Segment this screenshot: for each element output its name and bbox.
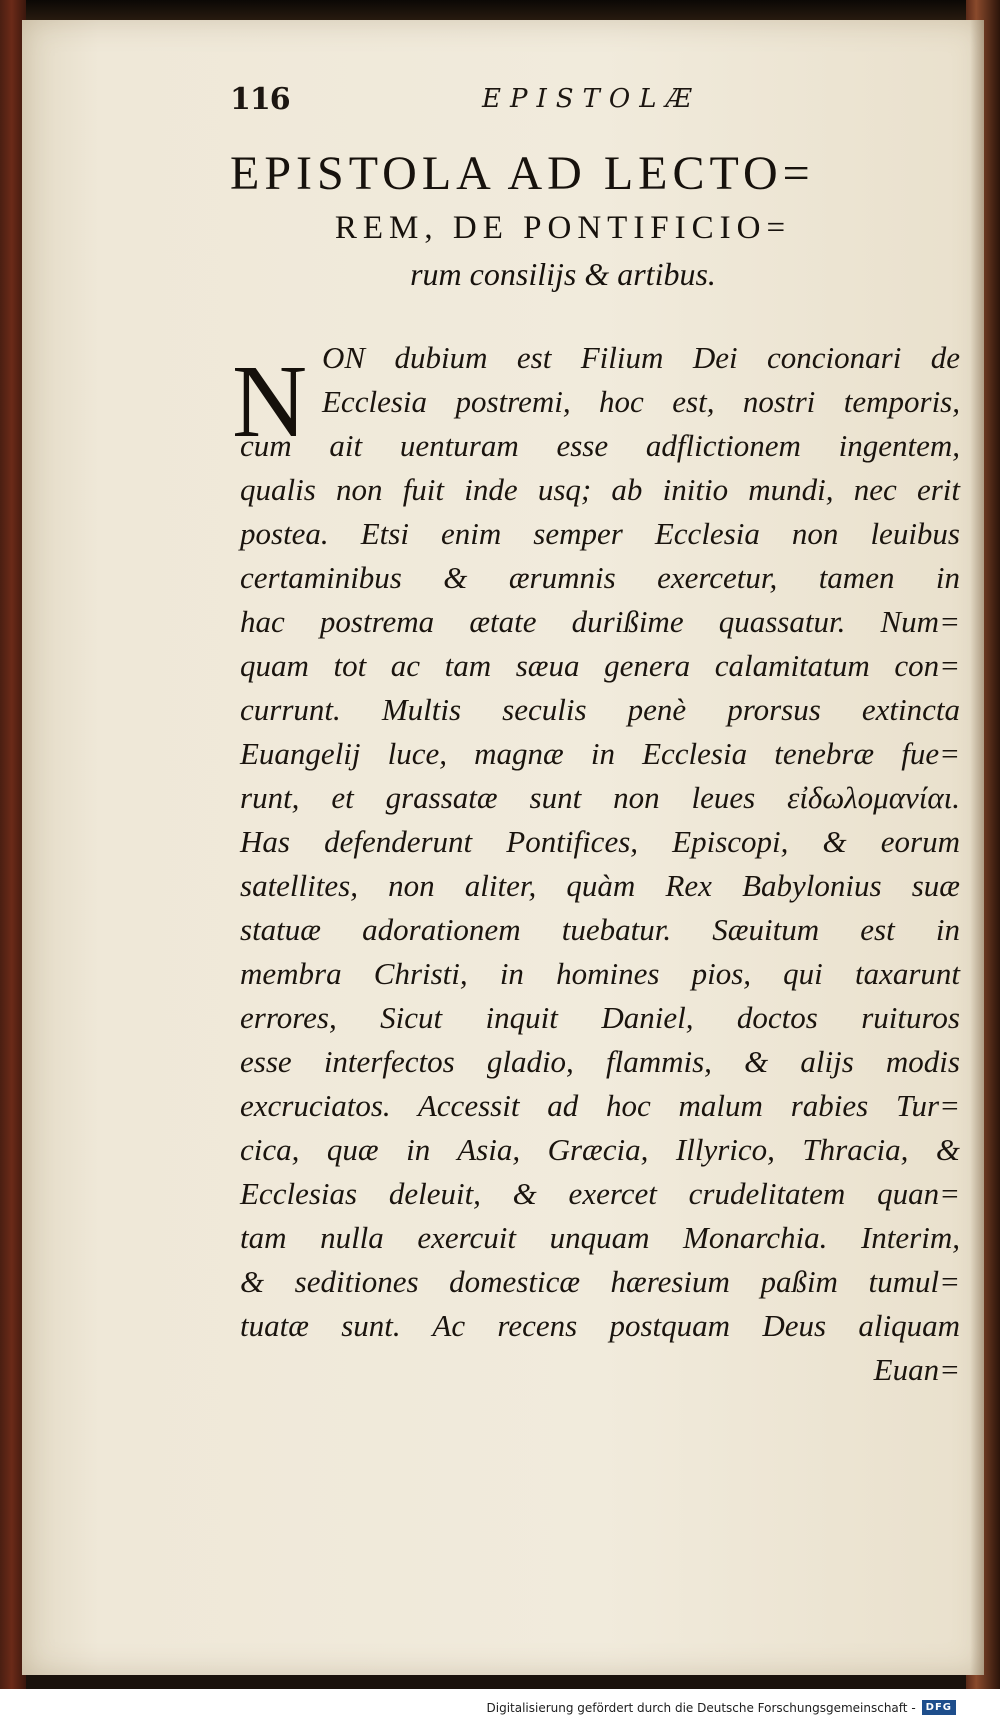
text-line: currunt. Multis seculis penè prorsus extincta	[240, 692, 960, 727]
heading-line-1: EPISTOLA AD LECTO=	[230, 147, 815, 200]
text-line: ON dubium est Filium Dei concionari de	[322, 340, 960, 375]
text-line: satellites, non aliter, quàm Rex Babylonius suæ	[240, 868, 960, 903]
text-line: cica, quæ in Asia, Græcia, Illyrico, Thracia, &	[240, 1132, 960, 1167]
running-head	[22, 82, 984, 132]
text-line: hac postrema ætate durißime quassatur. Num=	[240, 604, 960, 639]
text-line: Ecclesias deleuit, & exercet crudelitatem quan=	[240, 1176, 960, 1211]
drop-cap: N	[232, 344, 308, 459]
text-line: & seditiones domesticæ hæresium paßim tumul=	[240, 1264, 960, 1299]
text-line: statuæ adorationem tuebatur. Sæuitum est in	[240, 912, 960, 947]
catchword: Euan=	[873, 1352, 960, 1387]
heading-line-2: REM, DE PONTIFICIO=	[334, 210, 792, 246]
scan-footer-strip	[0, 1689, 1000, 1721]
text-line: errores, Sicut inquit Daniel, doctos ruituros	[240, 1000, 960, 1035]
text-line: runt, et grassatæ sunt non leues εἰδωλομανίαι.	[240, 780, 960, 815]
text-line: quam tot ac tam sæua genera calamitatum con=	[240, 648, 960, 683]
heading-line-3: rum consilijs & artibus.	[410, 256, 716, 292]
credit-text: Digitalisierung gefördert durch die Deutsche Forschungsgemeinschaft -	[486, 1700, 916, 1715]
text-line: Has defenderunt Pontifices, Episcopi, & eorum	[240, 824, 960, 859]
text-line: membra Christi, in homines pios, qui taxarunt	[240, 956, 960, 991]
running-title: EPISTOLÆ	[482, 84, 701, 114]
text-line: tuatæ sunt. Ac recens postquam Deus aliquam	[240, 1308, 960, 1343]
text-line: Euangelij luce, magnæ in Ecclesia tenebræ fue=	[240, 736, 960, 771]
scan-top-border	[0, 0, 1000, 22]
book-page	[22, 20, 984, 1675]
text-line: Ecclesia postremi, hoc est, nostri temporis,	[322, 384, 960, 419]
text-line: qualis non fuit inde usq; ab initio mundi, nec erit	[240, 472, 960, 507]
text-line: postea. Etsi enim semper Ecclesia non leuibus	[240, 516, 960, 551]
digitization-credit	[487, 1700, 957, 1715]
text-line: excruciatos. Accessit ad hoc malum rabies Tur=	[240, 1088, 960, 1123]
text-line: cum ait uenturam esse adflictionem ingentem,	[240, 428, 960, 463]
page-number: 116	[230, 82, 290, 117]
text-line: esse interfectos gladio, flammis, & alijs modis	[240, 1044, 960, 1079]
text-line: certaminibus & ærumnis exercetur, tamen in	[240, 560, 960, 595]
dfg-logo: DFG	[922, 1700, 956, 1715]
text-line: tam nulla exercuit unquam Monarchia. Interim,	[240, 1220, 960, 1255]
